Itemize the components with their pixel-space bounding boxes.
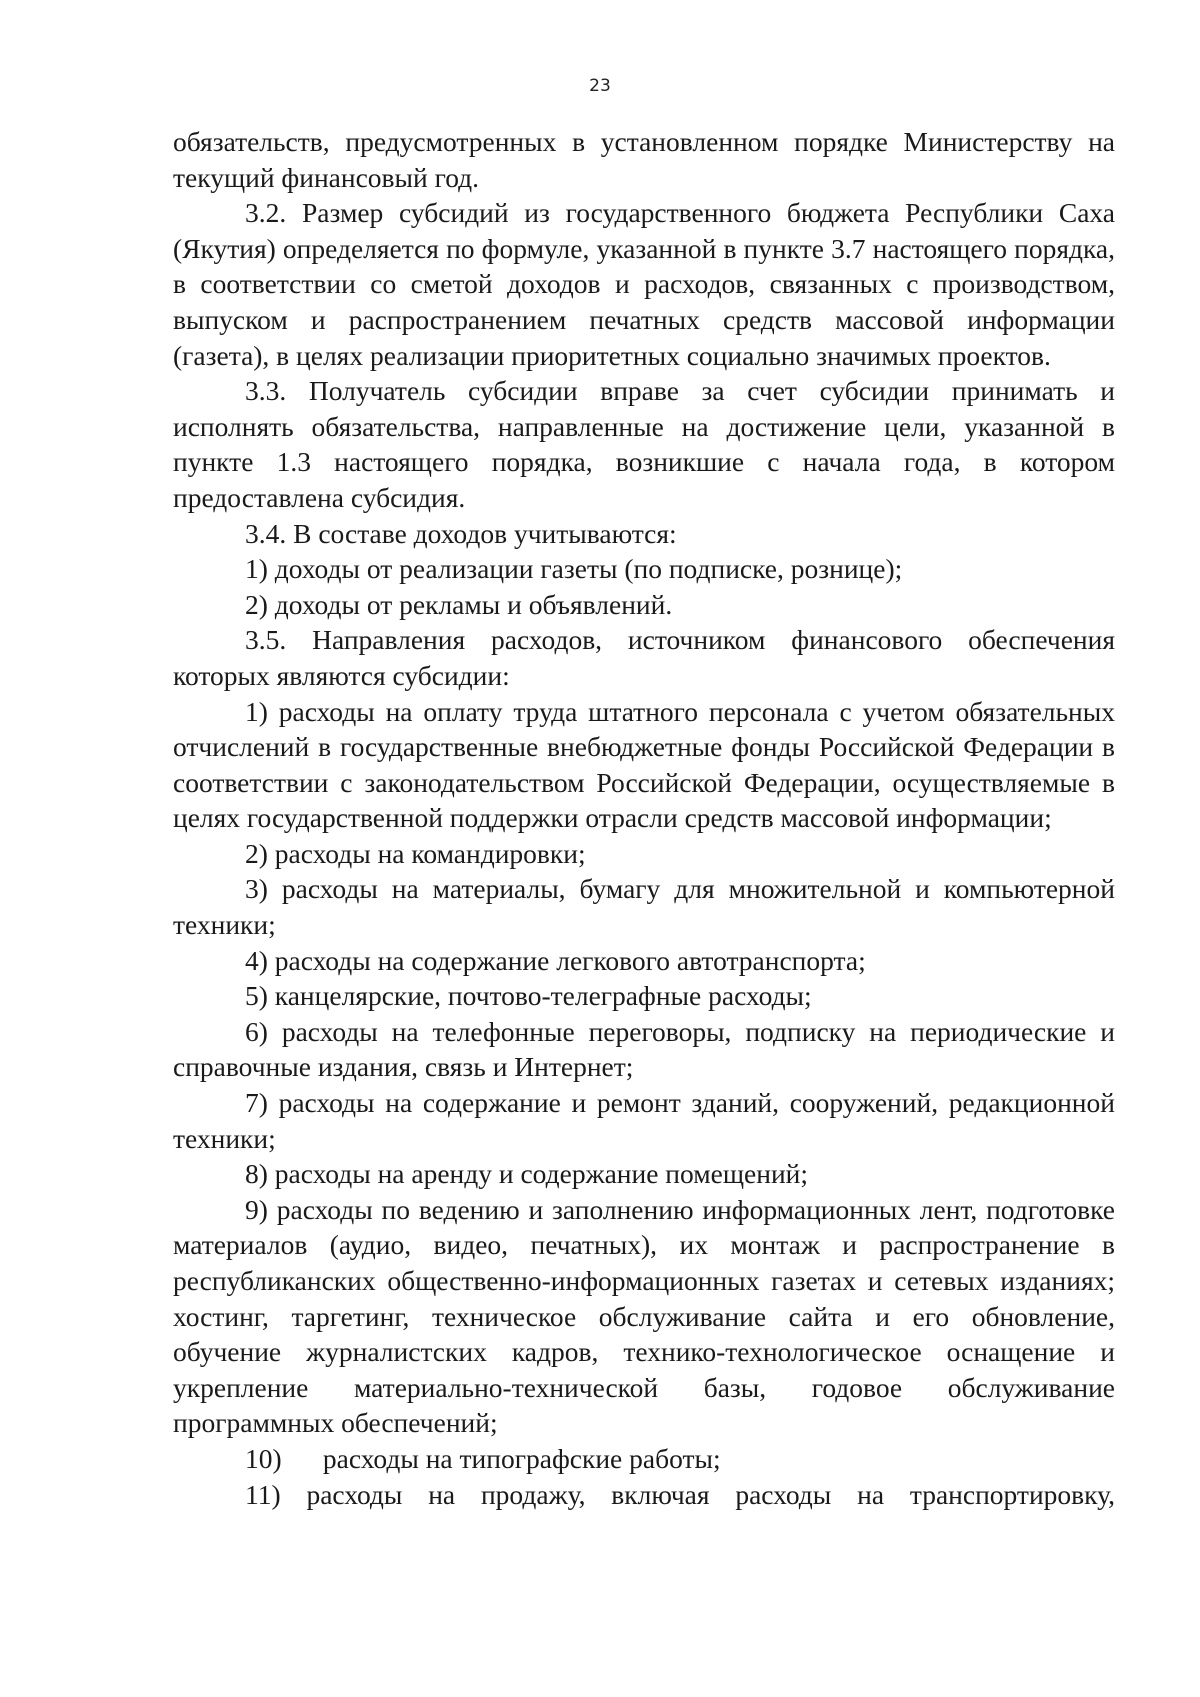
expense-item-2: 2) расходы на командировки; xyxy=(245,837,586,869)
expense-item-3: 3) расходы на материалы, бумагу для множительной и компьютерной техники; xyxy=(173,873,1115,941)
paragraph-3-3: 3.3. Получатель субсидии вправе за счет субсидии принимать и исполнять обязательства, направленные на достижение цели, указанной в пункте 1.3 настоящего порядка, возникшие с начала года, в котором предоставлена субсидия. xyxy=(173,375,1115,513)
page-number: 23 xyxy=(589,76,611,96)
expense-item-11: 11) расходы на продажу, включая расходы на транспортировку, xyxy=(245,1478,1115,1510)
paragraph-3-2: 3.2. Размер субсидий из государственного бюджета Республики Саха (Якутия) определяется по формуле, указанной в пункте 3.7 настоящего порядка, в соответствии со сметой доходов и расходов, связанных с производством, выпуском и распространением печатных средств массовой информации (газета), в целях реализации приоритетных социально значимых проектов. xyxy=(173,197,1115,371)
income-item-1: 1) доходы от реализации газеты (по подписке, рознице); xyxy=(245,553,903,585)
document-body xyxy=(173,124,1115,1512)
expense-item-9: 9) расходы по ведению и заполнению информационных лент, подготовке материалов (аудио, видео, печатных), их монтаж и распространение в республиканских общественно-информационных газетах и сетевых изданиях; хостинг, таргетинг, техническое обслуживание сайта и его обновление, обучение журналистских кадров, технико-технологическое оснащение и укрепление материально-технической базы, годовое обслуживание программных обеспечений; xyxy=(173,1193,1115,1439)
expense-item-6: 6) расходы на телефонные переговоры, подписку на периодические и справочные издания, связь и Интернет; xyxy=(173,1015,1115,1083)
paragraph-3-4: 3.4. В составе доходов учитываются: xyxy=(245,517,677,549)
expense-item-10: 10) расходы на типографские работы; xyxy=(245,1442,721,1474)
paragraph-3-5: 3.5. Направления расходов, источником финансового обеспечения которых являются субсидии: xyxy=(173,624,1115,691)
expense-item-7: 7) расходы на содержание и ремонт зданий, сооружений, редакционной техники; xyxy=(173,1087,1115,1154)
income-item-2: 2) доходы от рекламы и объявлений. xyxy=(245,588,673,620)
expense-item-8: 8) расходы на аренду и содержание помещений; xyxy=(245,1158,809,1190)
expense-item-1: 1) расходы на оплату труда штатного персонала с учетом обязательных отчислений в государственные внебюджетные фонды Российской Федерации в соответствии с законодательством Российской Федерации, осуществляемые в целях государственной поддержки отрасли средств массовой информации; xyxy=(173,695,1115,834)
paragraph-continuation: обязательств, предусмотренных в установленном порядке Министерству на текущий финансовый год. xyxy=(173,126,1115,193)
expense-item-4: 4) расходы на содержание легкового автотранспорта; xyxy=(245,944,866,976)
expense-item-5: 5) канцелярские, почтово-телеграфные расходы; xyxy=(245,980,812,1012)
